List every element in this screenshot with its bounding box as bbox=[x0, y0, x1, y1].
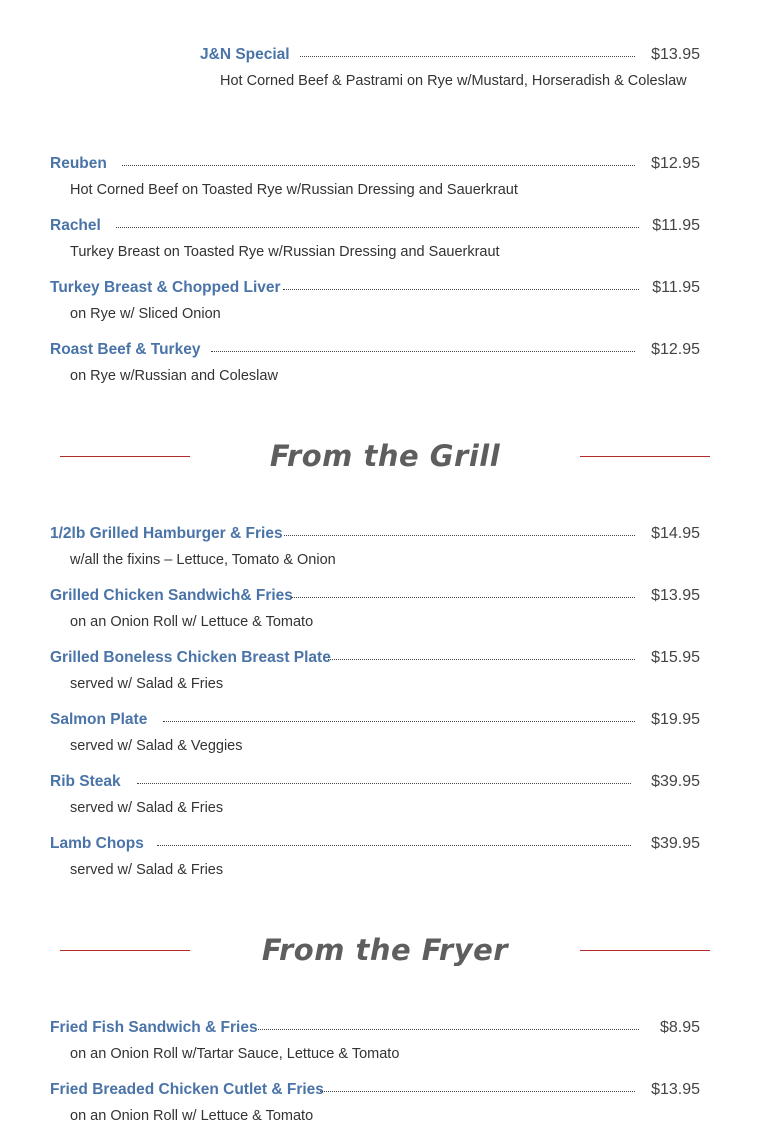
item-price: $39.95 bbox=[651, 773, 700, 790]
section-title: From the Fryer bbox=[261, 933, 509, 967]
item-description: on Rye w/ Sliced Onion bbox=[70, 306, 221, 322]
dotted-leader bbox=[211, 351, 635, 352]
item-name: Lamb Chops bbox=[50, 835, 144, 852]
item-price: $15.95 bbox=[651, 649, 700, 666]
section-heading-fryer bbox=[0, 930, 770, 970]
dotted-leader bbox=[328, 659, 635, 660]
dotted-leader bbox=[163, 721, 635, 722]
section-heading-grill bbox=[0, 436, 770, 476]
item-description: Hot Corned Beef & Pastrami on Rye w/Mustard, Horseradish & Coleslaw bbox=[220, 73, 687, 89]
item-price: $13.95 bbox=[651, 1081, 700, 1098]
dotted-leader bbox=[300, 56, 635, 57]
heading-rule-right bbox=[580, 456, 710, 457]
heading-rule-right bbox=[580, 950, 710, 951]
dotted-leader bbox=[291, 597, 635, 598]
item-description: Turkey Breast on Toasted Rye w/Russian Dressing and Sauerkraut bbox=[70, 244, 500, 260]
dotted-leader bbox=[284, 535, 635, 536]
item-price: $8.95 bbox=[659, 1019, 700, 1036]
item-name: Reuben bbox=[50, 155, 107, 172]
section-title: From the Grill bbox=[269, 439, 501, 473]
item-name: Rachel bbox=[50, 217, 101, 234]
item-price: $12.95 bbox=[651, 341, 700, 358]
item-description: w/all the fixins – Lettuce, Tomato & Onion bbox=[70, 552, 336, 568]
item-name: Roast Beef & Turkey bbox=[50, 341, 201, 358]
item-price: $19.95 bbox=[651, 711, 700, 728]
dotted-leader bbox=[320, 1091, 635, 1092]
item-description: on an Onion Roll w/Tartar Sauce, Lettuce & Tomato bbox=[70, 1046, 400, 1062]
item-name: Grilled Chicken Sandwich& Fries bbox=[50, 587, 293, 604]
item-description: served w/ Salad & Veggies bbox=[70, 738, 243, 754]
item-price: $12.95 bbox=[651, 155, 700, 172]
item-price: $39.95 bbox=[651, 835, 700, 852]
item-name: Grilled Boneless Chicken Breast Plate bbox=[50, 649, 331, 666]
item-name: Fried Breaded Chicken Cutlet & Fries bbox=[50, 1081, 324, 1098]
item-name: Turkey Breast & Chopped Liver bbox=[50, 279, 281, 296]
item-description: served w/ Salad & Fries bbox=[70, 862, 224, 878]
item-description: Hot Corned Beef on Toasted Rye w/Russian Dressing and Sauerkraut bbox=[70, 182, 518, 198]
item-price: $13.95 bbox=[651, 46, 700, 63]
item-price: $14.95 bbox=[651, 525, 700, 542]
dotted-leader bbox=[116, 227, 639, 228]
item-description: served w/ Salad & Fries bbox=[70, 676, 224, 692]
item-description: served w/ Salad & Fries bbox=[70, 800, 224, 816]
dotted-leader bbox=[283, 289, 639, 290]
item-price: $11.95 bbox=[652, 279, 700, 296]
item-name: Fried Fish Sandwich & Fries bbox=[50, 1019, 258, 1036]
dotted-leader bbox=[137, 783, 631, 784]
item-description: on an Onion Roll w/ Lettuce & Tomato bbox=[70, 1108, 314, 1124]
dotted-leader bbox=[258, 1029, 639, 1030]
dotted-leader bbox=[122, 165, 635, 166]
item-name: J&N Special bbox=[200, 46, 290, 63]
item-price: $11.95 bbox=[652, 217, 700, 234]
item-name: 1/2lb Grilled Hamburger & Fries bbox=[50, 525, 283, 542]
item-name: Salmon Plate bbox=[50, 711, 148, 728]
dotted-leader bbox=[157, 845, 631, 846]
item-name: Rib Steak bbox=[50, 773, 121, 790]
item-description: on an Onion Roll w/ Lettuce & Tomato bbox=[70, 614, 314, 630]
item-description: on Rye w/Russian and Coleslaw bbox=[70, 368, 278, 384]
item-price: $13.95 bbox=[651, 587, 700, 604]
